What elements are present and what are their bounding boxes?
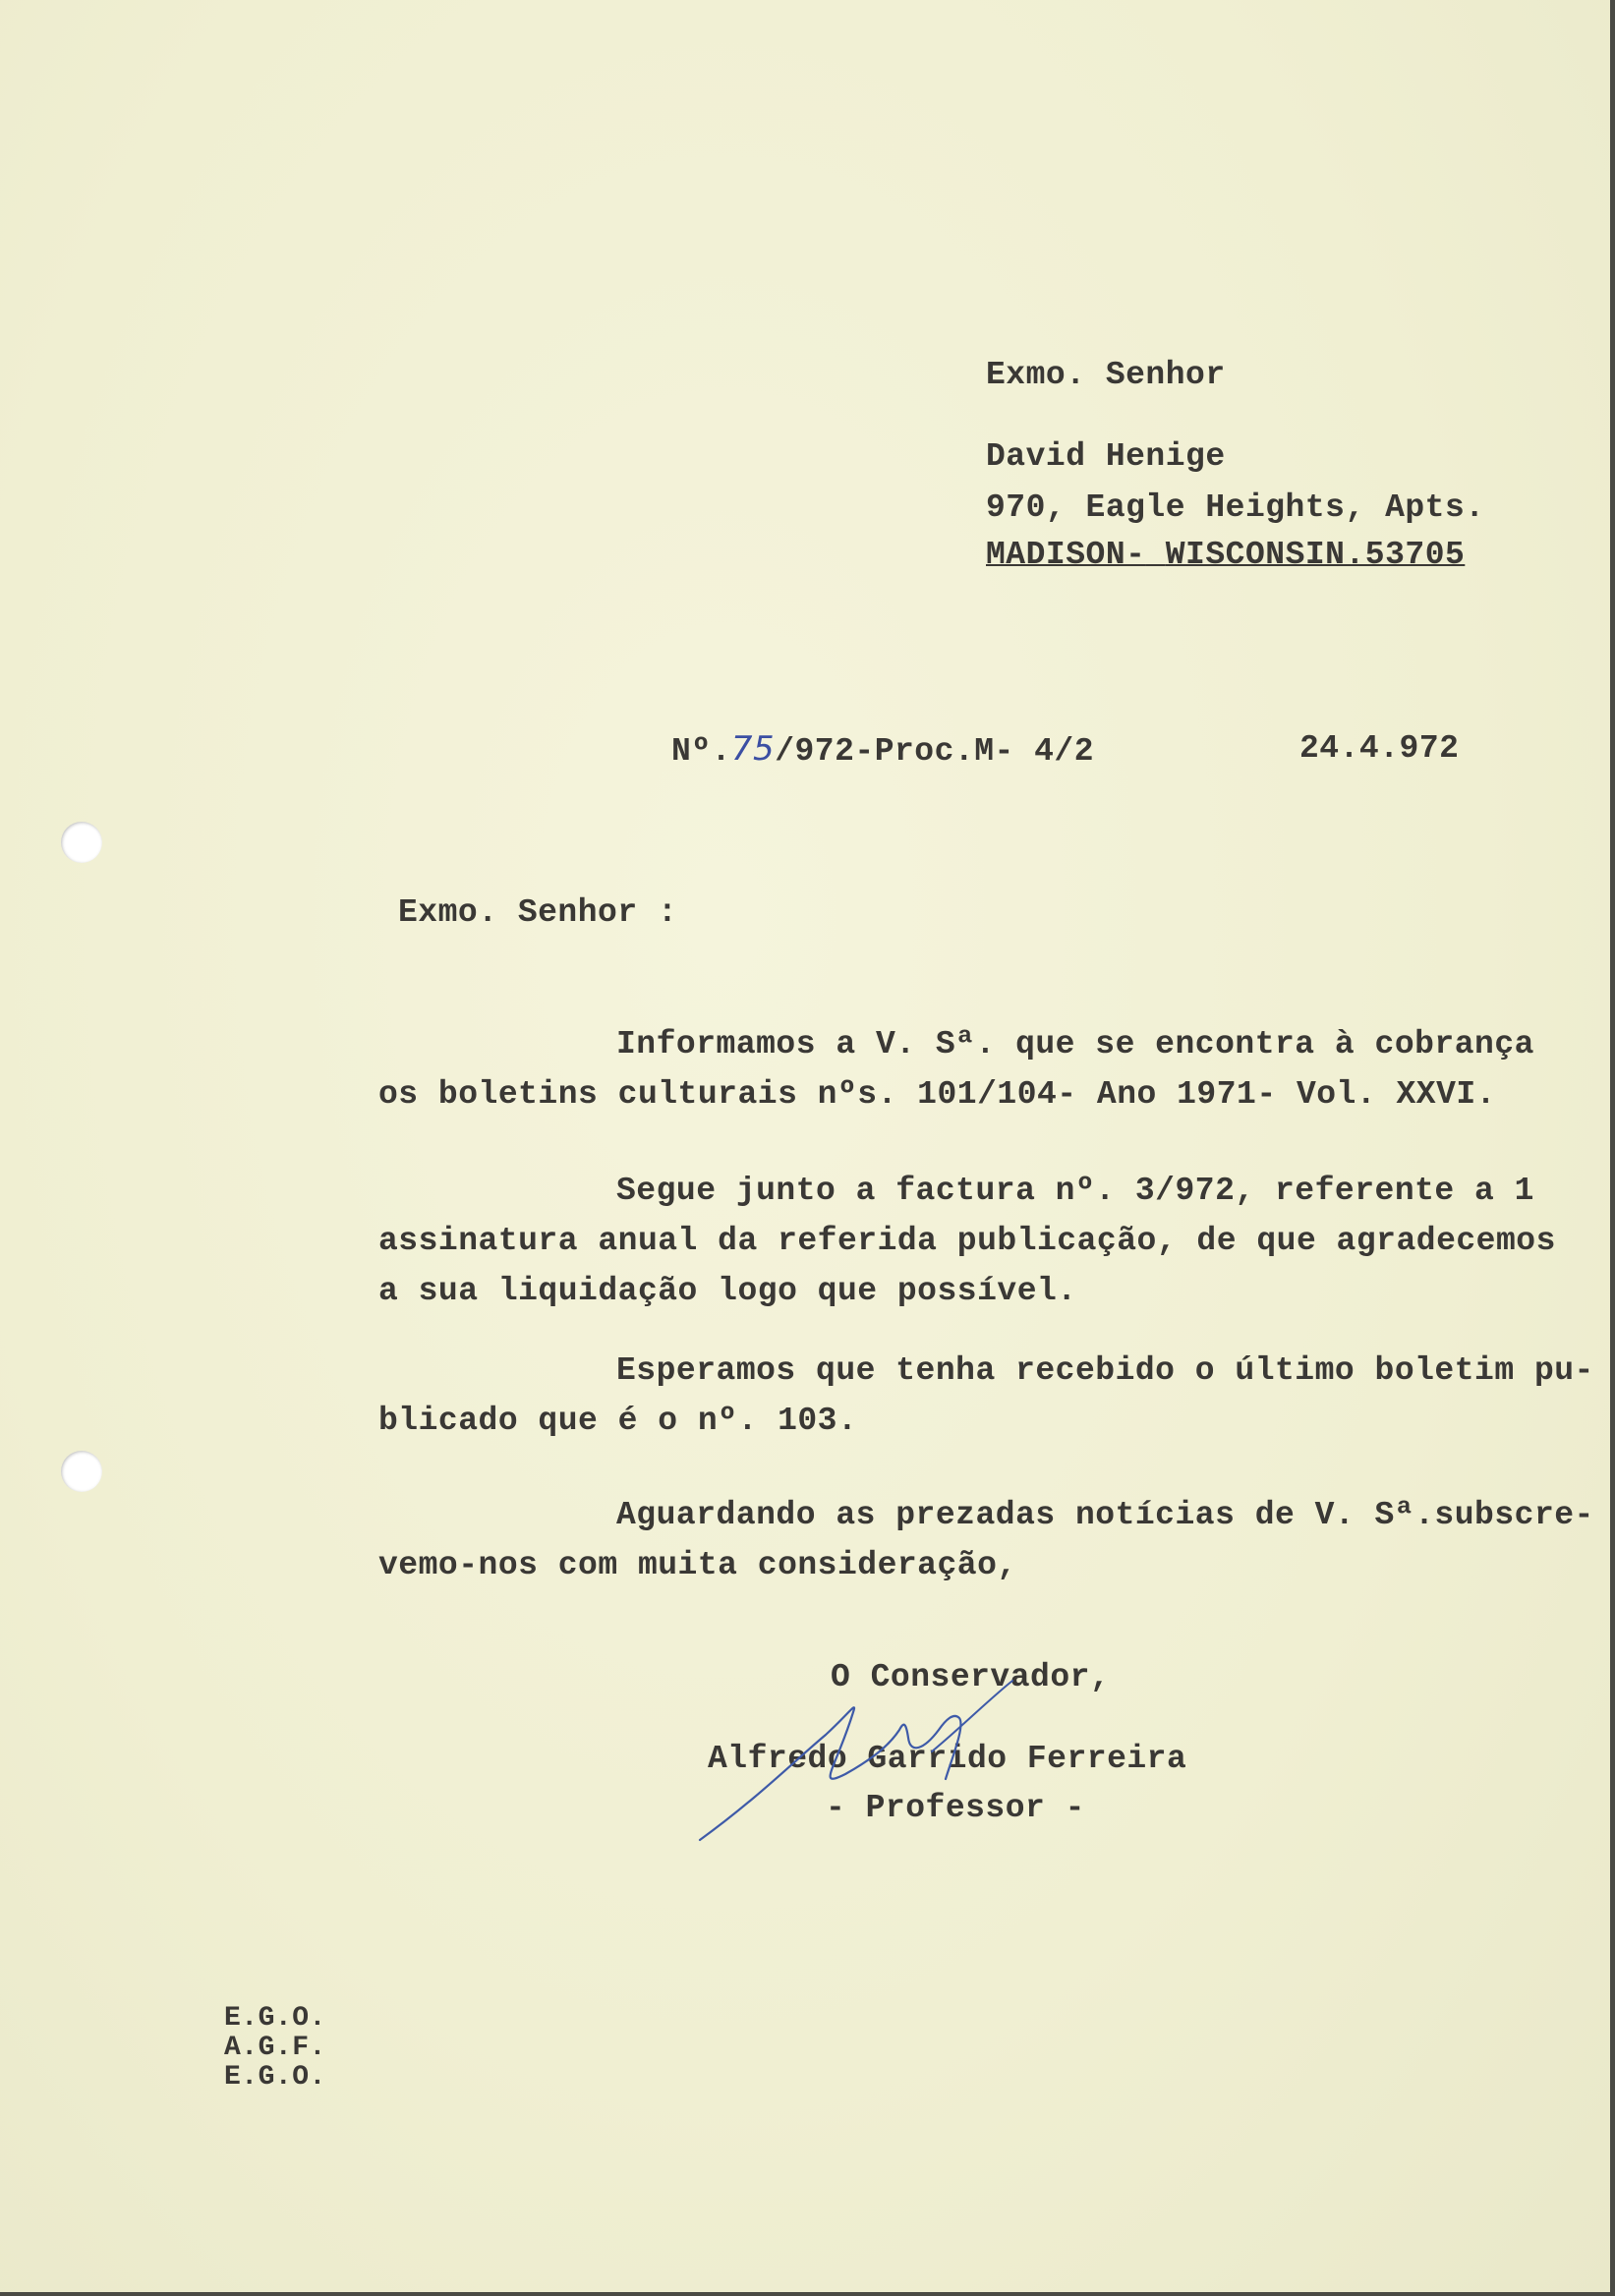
closing-name: Alfredo Garrido Ferreira xyxy=(708,1741,1187,1777)
paragraph-3-line-1: Esperamos que tenha recebido o último boletim pu- xyxy=(616,1352,1594,1389)
paragraph-2-line-1: Segue junto a factura nº. 3/972, referente a 1 xyxy=(616,1173,1534,1209)
reference-prefix: Nº. xyxy=(671,733,731,770)
paragraph-4-line-1: Aguardando as prezadas notícias de V. Sª.subscre- xyxy=(616,1497,1594,1533)
initials-line-1: E.G.O. xyxy=(224,2003,326,2034)
recipient-city xyxy=(986,539,1465,571)
initials-line-2: A.G.F. xyxy=(224,2033,326,2063)
closing-role: O Conservador, xyxy=(831,1659,1111,1695)
paragraph-2-line-3: a sua liquidação logo que possível. xyxy=(378,1273,1077,1309)
recipient-city-name: MADISON- xyxy=(986,537,1146,573)
paragraph-1-line-2: os boletins culturais nºs. 101/104- Ano 1971- Vol. XXVI. xyxy=(378,1076,1496,1113)
paragraph-1-line-1: Informamos a V. Sª. que se encontra à cobrança xyxy=(616,1026,1534,1062)
reference-suffix: /972-Proc.M- 4/2 xyxy=(775,733,1095,770)
punch-hole-top xyxy=(61,822,102,863)
recipient-name: David Henige xyxy=(986,438,1226,475)
paragraph-4-line-2: vemo-nos com muita consideração, xyxy=(378,1547,1017,1583)
handwritten-number: 75 xyxy=(730,729,776,769)
recipient-state-zip: WISCONSIN.53705 xyxy=(1165,537,1466,573)
reference-number xyxy=(671,729,1095,770)
handwritten-signature xyxy=(688,1661,1150,1858)
recipient-address: 970, Eagle Heights, Apts. xyxy=(986,489,1485,526)
closing-title: - Professor - xyxy=(826,1790,1085,1826)
paragraph-2-line-2: assinatura anual da referida publicação, de que agradecemos xyxy=(378,1223,1556,1259)
letter-date: 24.4.972 xyxy=(1299,730,1460,767)
paragraph-3-line-2: blicado que é o nº. 103. xyxy=(378,1403,858,1439)
recipient-salutation: Exmo. Senhor xyxy=(986,357,1226,393)
initials-line-3: E.G.O. xyxy=(224,2062,326,2093)
body-salutation: Exmo. Senhor : xyxy=(398,894,678,931)
punch-hole-bottom xyxy=(61,1451,102,1492)
